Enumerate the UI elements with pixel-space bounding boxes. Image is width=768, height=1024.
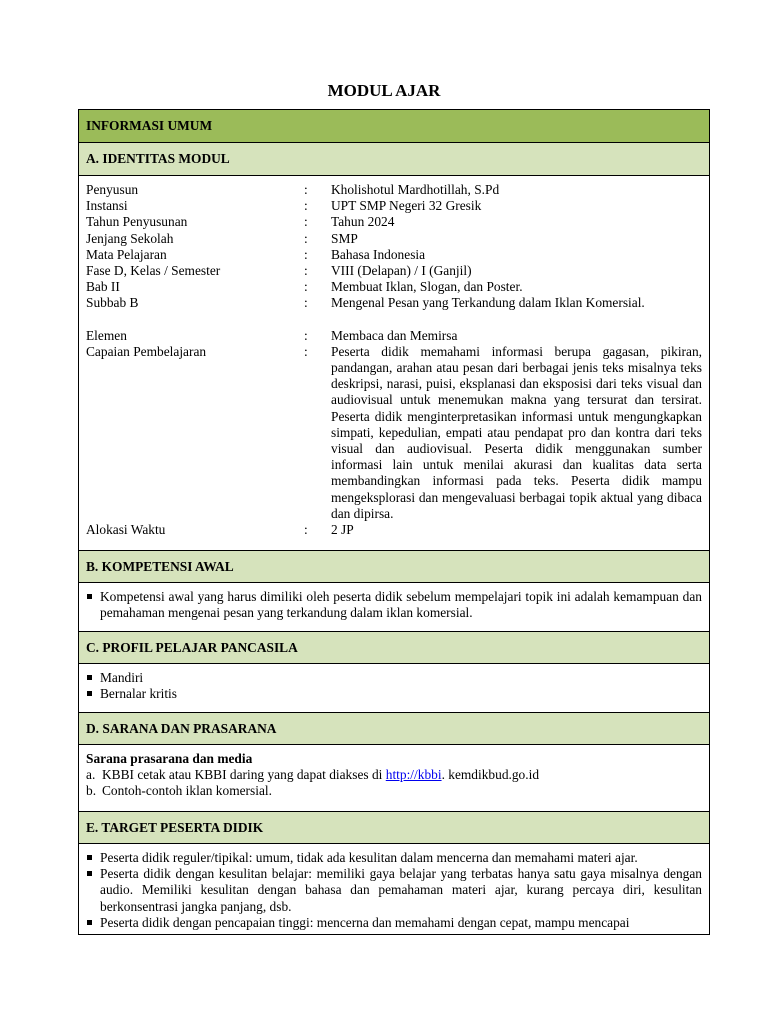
identity-colon: : (304, 522, 308, 538)
identity-colon: : (304, 246, 308, 262)
list-marker: a. (86, 767, 96, 783)
section-b-heading: B. KOMPETENSI AWAL (79, 550, 709, 583)
identity-row (86, 247, 702, 263)
section-c-heading: C. PROFIL PELAJAR PANCASILA (79, 631, 709, 664)
list-item: Mandiri (86, 670, 702, 686)
identity-value: VIII (Delapan) / I (Ganjil) (331, 263, 472, 279)
identity-label: Tahun Penyusunan (86, 214, 188, 230)
facility-item-a-text: KBBI cetak atau KBBI daring yang dapat diakses di (102, 767, 383, 783)
identity-row (86, 231, 702, 247)
facility-item-a (86, 767, 702, 783)
identity-label: Subbab B (86, 295, 139, 311)
identity-colon: : (304, 263, 308, 279)
page-title: MODUL AJAR (327, 81, 441, 100)
identity-label: Jenjang Sekolah (86, 230, 174, 246)
identity-label: Instansi (86, 198, 128, 214)
list-item: Peserta didik reguler/tipikal: umum, tidak ada kesulitan dalam mencerna dan memahami materi ajar. (86, 850, 702, 866)
list-marker: b. (86, 783, 97, 799)
list-item: Peserta didik dengan kesulitan belajar: memiliki gaya belajar yang terbatas hanya satu gaya misalnya dengan audio. Memiliki kesulitan dengan bahasa dan pemahaman materi ajar, kurang percaya diri, kesulitan berkonsentrasi jangka panjang, dsb. (86, 866, 702, 915)
identity-colon: : (304, 327, 308, 343)
facilities-block (79, 745, 709, 811)
identity-value: Membuat Iklan, Slogan, dan Poster. (331, 279, 523, 295)
identity-value: SMP (331, 230, 358, 246)
kbbi-link[interactable]: http://kbbi (385, 767, 442, 783)
identity-row (86, 295, 702, 311)
identity-label: Capaian Pembelajaran (86, 343, 207, 359)
identity-label: Bab II (86, 279, 120, 295)
identity-colon: : (304, 214, 308, 230)
general-info-header: INFORMASI UMUM (79, 110, 709, 143)
facility-item-a-suffix: . kemdikbud.go.id (441, 767, 540, 783)
identity-colon: : (304, 230, 308, 246)
identity-label: Elemen (86, 327, 127, 343)
identity-colon: : (304, 198, 308, 214)
identity-row (86, 279, 702, 295)
identity-block (79, 176, 709, 550)
list-item: Peserta didik dengan pencapaian tinggi: mencerna dan memahami dengan cepat, mampu mencapai (86, 915, 702, 931)
identity-colon: : (304, 182, 308, 197)
identity-label: Mata Pelajaran (86, 246, 167, 262)
identity-row (86, 198, 702, 214)
identity-colon: : (304, 343, 308, 359)
identity-value: Kholishotul Mardhotillah, S.Pd (331, 182, 500, 197)
section-e-heading: E. TARGET PESERTA DIDIK (79, 811, 709, 844)
identity-value: Peserta didik memahami informasi berupa gagasan, pikiran, pandangan, arahan atau pesan dari berbagai jenis teks misalnya teks deskripsi, narasi, puisi, eksplanasi dan eksposisi dari teks visual dan audiovisual untuk menemukan makna yang tersurat dan tersirat. Peserta didik menginterpretasikan informasi untuk mengungkapkan simpati, kepedulian, empati atau pendapat pro dan kontra dari teks visual dan audiovisual. Peserta didik menggunakan sumber informasi lain untuk menilai akurasi dan kualitas data serta membandingkan informasi pada teks. Peserta didik mampu mengeksplorasi dan mengevaluasi berbagai topik aktual yang dibaca dan dipirsa. (331, 343, 702, 521)
pancasila-profile-block (79, 664, 709, 712)
facility-item-b-text: Contoh-contoh iklan komersial. (102, 783, 272, 799)
identity-value: Bahasa Indonesia (331, 246, 426, 262)
identity-label: Penyusun (86, 182, 139, 197)
identity-value: 2 JP (331, 522, 354, 538)
identity-row (86, 522, 702, 538)
target-learners-block (79, 844, 709, 931)
identity-value: UPT SMP Negeri 32 Gresik (331, 198, 482, 214)
facility-item-b (86, 783, 702, 799)
identity-value: Tahun 2024 (331, 214, 395, 230)
section-d-heading: D. SARANA DAN PRASARANA (79, 712, 709, 745)
identity-row (86, 344, 702, 522)
identity-colon: : (304, 279, 308, 295)
list-item: Bernalar kritis (86, 686, 702, 702)
identity-row (86, 182, 702, 198)
initial-competence-block (79, 583, 709, 631)
identity-row (86, 263, 702, 279)
identity-label: Alokasi Waktu (86, 522, 166, 538)
section-a-heading: A. IDENTITAS MODUL (79, 143, 709, 176)
module-table (78, 109, 710, 935)
identity-row (86, 214, 702, 230)
identity-value: Mengenal Pesan yang Terkandung dalam Iklan Komersial. (331, 295, 645, 311)
identity-label: Fase D, Kelas / Semester (86, 263, 221, 279)
facilities-subheading: Sarana prasarana dan media (86, 751, 253, 766)
identity-colon: : (304, 295, 308, 311)
list-item: Kompetensi awal yang harus dimiliki oleh peserta didik sebelum mempelajari topik ini adalah kemampuan dan pemahaman mengenai pesan yang terkandung dalam iklan komersial. (86, 589, 702, 621)
identity-value: Membaca dan Memirsa (331, 327, 458, 343)
identity-row (86, 328, 702, 344)
